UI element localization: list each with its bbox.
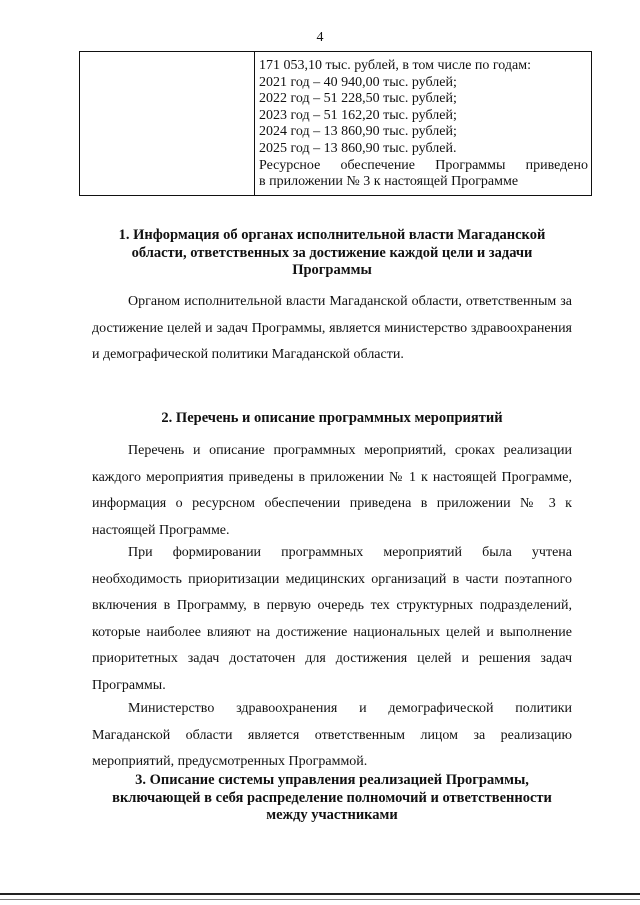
- resource-note-line1: Ресурсное обеспечение Программы приведено: [259, 157, 588, 173]
- section2-heading: 2. Перечень и описание программных мероприятий: [161, 410, 503, 426]
- section1-heading-line1: 1. Информация об органах исполнительной власти Магаданской: [118, 227, 546, 243]
- section3-heading-line1: 3. Описание системы управления реализацией Программы,: [135, 772, 529, 788]
- scan-edge-line-thin: [0, 899, 640, 900]
- page-number: 4: [316, 30, 324, 45]
- section2-paragraph1-text: Перечень и описание программных мероприятий, сроках реализации каждого мероприятия приведены в приложении № 1 к настоящей Программе, информация о ресурсном обеспечении приведена в приложении № 3 к настоящей Программе.: [92, 443, 572, 538]
- section1-heading-line3: Программы: [292, 262, 372, 278]
- resource-note-line2: в приложении № 3 к настоящей Программе: [259, 174, 519, 190]
- section2-paragraph3: [92, 696, 572, 776]
- resource-line-2021: 2021 год – 40 940,00 тыс. рублей;: [259, 74, 457, 90]
- section2-paragraph3-text: Министерство здравоохранения и демографической политики Магаданской области является ответственным лицом за реализацию мероприятий, предусмотренных Программой.: [92, 701, 572, 769]
- section2-paragraph2-text: При формировании программных мероприятий была учтена необходимость приоритизации медицинских организаций в части поэтапного включения в Программу, в первую очередь тех структурных подразделений, которые наиболее влияют на достижение национальных целей и выполнение приоритетных задач достаточен для достижения целей и решения задач Программы.: [92, 545, 572, 693]
- resource-line-2024: 2024 год – 13 860,90 тыс. рублей;: [259, 124, 457, 140]
- section2-paragraph2: [92, 540, 572, 699]
- section3-heading: [82, 772, 582, 825]
- resource-line-2025: 2025 год – 13 860,90 тыс. рублей.: [259, 140, 457, 156]
- section2-paragraph1: [92, 438, 572, 544]
- resource-line-2023: 2023 год – 51 162,20 тыс. рублей;: [259, 107, 457, 123]
- section1-paragraph-text: Органом исполнительной власти Магаданской области, ответственным за достижение целей и задач Программы, является министерство здравоохранения и демографической политики Магаданской области.: [92, 294, 572, 362]
- section1-heading: [92, 227, 572, 280]
- resource-table-left-cell: [80, 52, 255, 196]
- section1-paragraph: [92, 289, 572, 369]
- section3-heading-line2: включающей в себя распределение полномочий и ответственности: [112, 789, 552, 806]
- resource-table: [79, 51, 592, 196]
- section3-heading-line3: между участниками: [266, 807, 398, 823]
- scan-edge-line: [0, 893, 640, 895]
- resource-line-total: 171 053,10 тыс. рублей, в том числе по годам:: [259, 58, 531, 73]
- resource-line-2022: 2022 год – 51 228,50 тыс. рублей;: [259, 91, 457, 107]
- resource-table-right-cell: [255, 52, 592, 196]
- section1-heading-line2: области, ответственных за достижение каждой цели и задачи: [131, 244, 533, 261]
